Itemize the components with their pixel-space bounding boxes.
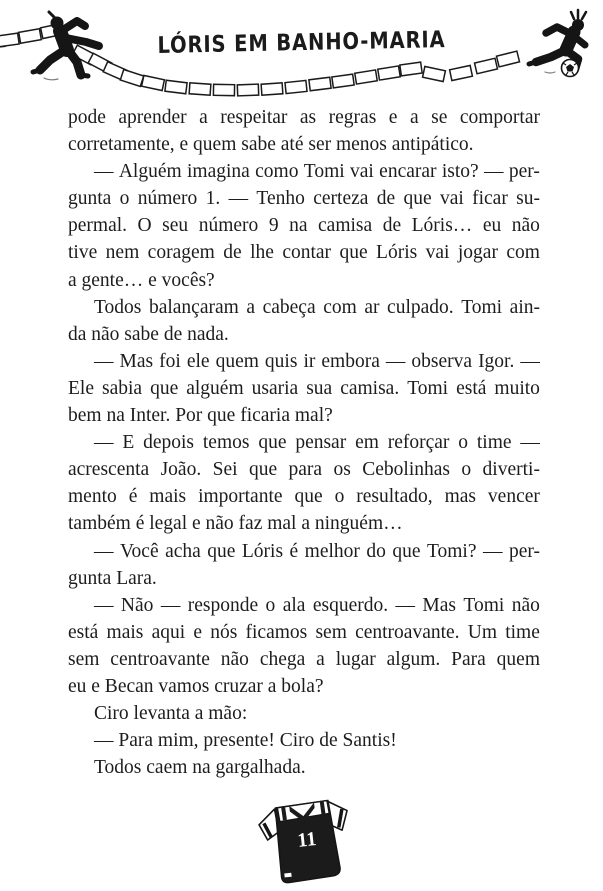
text-line: eu e Becan vamos cruzar a bola? bbox=[68, 675, 324, 697]
text-line: bem na Inter. Por que ficaria mal? bbox=[68, 405, 333, 427]
page-number: 11 bbox=[296, 827, 318, 852]
text-line: tive nem coragem de lhe contar que Lóris vai jogar com bbox=[68, 242, 540, 264]
jersey-icon bbox=[254, 792, 358, 890]
text-line: — Alguém imagina como Tomi vai encarar isto? — per- bbox=[94, 161, 540, 183]
text-line: permal. O seu número 9 na camisa de Lóris… eu não bbox=[68, 215, 540, 237]
text-line: mento é mais importante que o resultado, mas vencer bbox=[68, 486, 540, 508]
text-line: também é legal e não faz mal a ninguém… bbox=[68, 513, 403, 535]
text-line: — E depois temos que pensar em reforçar o time — bbox=[94, 432, 540, 454]
text-line: acrescenta João. Sei que para os Cebolinhas o diverti- bbox=[68, 459, 540, 481]
text-line: — Você acha que Lóris é melhor do que Tomi? — per- bbox=[94, 540, 540, 562]
text-line: a gente… e vocês? bbox=[68, 269, 215, 291]
body-text bbox=[68, 104, 540, 781]
text-line: — Mas foi ele quem quis ir embora — observa Igor. — bbox=[94, 350, 540, 372]
text-line: sem centroavante não chega a lugar algum. Para quem bbox=[68, 648, 540, 670]
text-line: Ciro levanta a mão: bbox=[94, 703, 248, 725]
text-line: está mais aqui e nós ficamos sem centroavante. Um time bbox=[68, 621, 540, 643]
text-line: — Para mim, presente! Ciro de Santis! bbox=[94, 730, 397, 752]
chapter-title: LÓRIS EM BANHO-MARIA bbox=[157, 27, 446, 59]
text-line: gunta o número 1. — Tenho certeza de que vai ficar su- bbox=[68, 188, 540, 210]
text-line: — Não — responde o ala esquerdo. — Mas Tomi não bbox=[94, 594, 540, 616]
text-line: Ele sabia que alguém usaria sua camisa. Tomi está muito bbox=[68, 377, 540, 399]
text-line: gunta Lara. bbox=[68, 567, 157, 589]
text-line: pode aprender a respeitar as regras e a se comportar bbox=[68, 107, 540, 128]
text-line: Todos balançaram a cabeça com ar culpado. Tomi ain- bbox=[94, 296, 540, 318]
text-line: da não sabe de nada. bbox=[68, 323, 229, 345]
soccer-ball-icon bbox=[562, 60, 579, 77]
text-line: corretamente, e quem sabe até ser menos antipático. bbox=[68, 134, 474, 156]
text-line: Todos caem na gargalhada. bbox=[94, 757, 306, 779]
